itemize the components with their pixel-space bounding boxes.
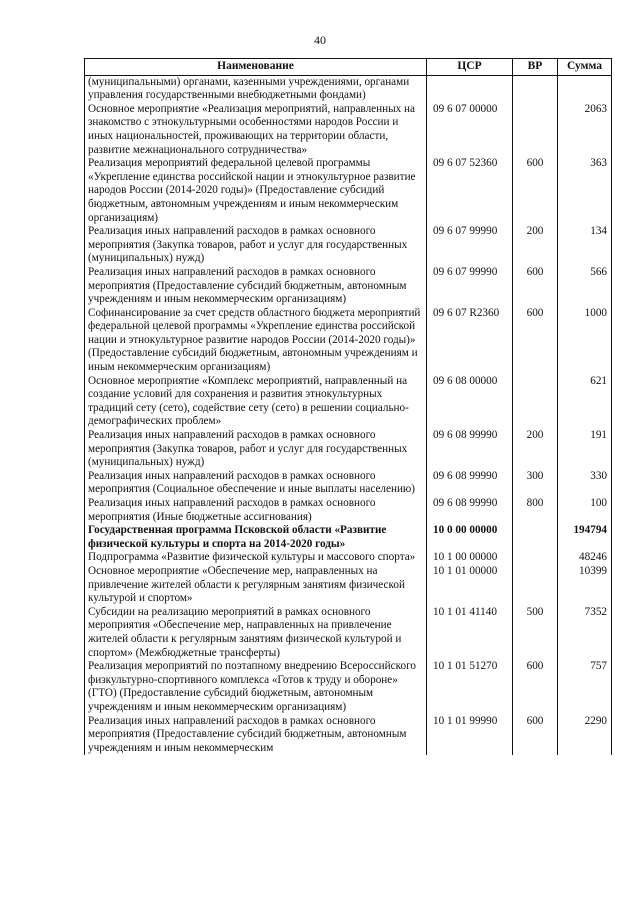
cell-vr: [513, 375, 558, 429]
cell-name: Реализация иных направлений расходов в рамках основного мероприятия (Предоставление субсидий бюджетным, автономным учреждениям и иным некоммерческим организациям): [85, 266, 427, 307]
cell-vr: 600: [513, 715, 558, 756]
cell-name: Субсидии на реализацию мероприятий в рамках основного мероприятия «Обеспечение мер, направленных на привлечение жителей области к регулярным занятиям физической культурой и спортом» (Межбюджетные трансферты): [85, 606, 427, 660]
cell-csr: 09 6 07 52360: [427, 157, 513, 225]
cell-csr: 10 1 01 00000: [427, 565, 513, 606]
table-row: [85, 103, 612, 157]
table-row: [85, 266, 612, 307]
cell-csr: 10 1 01 99990: [427, 715, 513, 756]
table-row: [85, 307, 612, 375]
cell-vr: 200: [513, 429, 558, 470]
cell-sum: 100: [558, 497, 612, 524]
cell-name: Реализация иных направлений расходов в рамках основного мероприятия (Иные бюджетные ассигнования): [85, 497, 427, 524]
cell-csr: 09 6 08 00000: [427, 375, 513, 429]
cell-vr: 300: [513, 470, 558, 497]
cell-name: Государственная программа Псковской области «Развитие физической культуры и спорта на 2014-2020 годы»: [85, 524, 427, 551]
cell-csr: 10 0 00 00000: [427, 524, 513, 551]
cell-csr: 10 1 01 41140: [427, 606, 513, 660]
table-row: [85, 225, 612, 266]
table-row: [85, 375, 612, 429]
cell-sum: 757: [558, 660, 612, 714]
cell-vr: [513, 551, 558, 565]
cell-csr: 09 6 08 99990: [427, 470, 513, 497]
cell-name: Основное мероприятие «Реализация мероприятий, направленных на знакомство с этнокультурными особенностями народов России и иных национальностей, проживающих на территории области, развитие межнационального сотрудничества»: [85, 103, 427, 157]
table-row: [85, 565, 612, 606]
cell-csr: 09 6 07 99990: [427, 225, 513, 266]
cell-sum: 134: [558, 225, 612, 266]
table-header-row: [85, 59, 612, 76]
cell-vr: [513, 565, 558, 606]
cell-sum: 7352: [558, 606, 612, 660]
table-row: [85, 715, 612, 756]
table-row: [85, 157, 612, 225]
cell-vr: 600: [513, 660, 558, 714]
cell-name: Реализация мероприятий федеральной целевой программы «Укрепление единства российской нации и этнокультурное развитие народов России (2014-2020 годы)» (Предоставление субсидий бюджетным, автономным учреждениям и иным некоммерческим организациям): [85, 157, 427, 225]
table-row: [85, 606, 612, 660]
cell-vr: [513, 103, 558, 157]
table-row: [85, 551, 612, 565]
cell-csr: 09 6 08 99990: [427, 497, 513, 524]
page-number: 40: [314, 33, 326, 47]
cell-name: Реализация иных направлений расходов в рамках основного мероприятия (Закупка товаров, работ и услуг для государственных (муниципальных) нужд): [85, 429, 427, 470]
budget-table: [84, 58, 612, 755]
cell-csr: 10 1 00 00000: [427, 551, 513, 565]
table-row: [85, 470, 612, 497]
cell-name: Реализация мероприятий по поэтапному внедрению Всероссийского физкультурно-спортивного комплекса «Готов к труду и обороне» (ГТО) (Предоставление субсидий бюджетным, автономным учреждениям и иным некоммерческим организациям): [85, 660, 427, 714]
table-row: [85, 429, 612, 470]
table-row: [85, 524, 612, 551]
table-row: [85, 75, 612, 103]
cell-vr: 500: [513, 606, 558, 660]
table-row: [85, 660, 612, 714]
cell-name: Основное мероприятие «Комплекс мероприятий, направленный на создание условий для сохранения и развития этнокультурных традиций сету (сето), содействие сету (сето) в решении социально-демографических проблем»: [85, 375, 427, 429]
cell-name: Подпрограмма «Развитие физической культуры и массового спорта»: [85, 551, 427, 565]
cell-name: Реализация иных направлений расходов в рамках основного мероприятия (Предоставление субсидий бюджетным, автономным учреждениям и иным некоммерческим: [85, 715, 427, 756]
table-body: [85, 75, 612, 755]
cell-vr: 600: [513, 157, 558, 225]
cell-sum: 363: [558, 157, 612, 225]
cell-csr: 09 6 07 99990: [427, 266, 513, 307]
cell-csr: 10 1 01 51270: [427, 660, 513, 714]
cell-csr: 09 6 07 00000: [427, 103, 513, 157]
cell-sum: 566: [558, 266, 612, 307]
cell-sum: 191: [558, 429, 612, 470]
cell-csr: 09 6 08 99990: [427, 429, 513, 470]
cell-name: Софинансирование за счет средств областного бюджета мероприятий федеральной целевой программы «Укрепление единства российской нации и этнокультурное развитие народов России (2014-2020 годы)» (Предоставление субсидий бюджетным, автономным учреждениям и иным некоммерческим организациям): [85, 307, 427, 375]
cell-name: (муниципальными) органами, казенными учреждениями, органами управления государственными внебюджетными фондами): [85, 75, 427, 103]
cell-sum: [558, 75, 612, 103]
cell-csr: 09 6 07 R2360: [427, 307, 513, 375]
cell-name: Реализация иных направлений расходов в рамках основного мероприятия (Социальное обеспечение и иные выплаты населению): [85, 470, 427, 497]
table-row: [85, 497, 612, 524]
cell-vr: 200: [513, 225, 558, 266]
cell-sum: 330: [558, 470, 612, 497]
cell-sum: 194794: [558, 524, 612, 551]
cell-sum: 10399: [558, 565, 612, 606]
cell-vr: 800: [513, 497, 558, 524]
cell-vr: 600: [513, 266, 558, 307]
cell-sum: 2290: [558, 715, 612, 756]
cell-vr: [513, 524, 558, 551]
cell-vr: [513, 75, 558, 103]
cell-csr: [427, 75, 513, 103]
cell-sum: 48246: [558, 551, 612, 565]
cell-sum: 1000: [558, 307, 612, 375]
cell-name: Основное мероприятие «Обеспечение мер, направленных на привлечение жителей области к регулярным занятиям физической культурой и спортом»: [85, 565, 427, 606]
header-csr: ЦСР: [427, 59, 513, 76]
header-vr: ВР: [513, 59, 558, 76]
cell-sum: 621: [558, 375, 612, 429]
cell-vr: 600: [513, 307, 558, 375]
cell-name: Реализация иных направлений расходов в рамках основного мероприятия (Закупка товаров, работ и услуг для государственных (муниципальных) нужд): [85, 225, 427, 266]
header-name: Наименование: [85, 59, 427, 76]
header-sum: Сумма: [558, 59, 612, 76]
cell-sum: 2063: [558, 103, 612, 157]
